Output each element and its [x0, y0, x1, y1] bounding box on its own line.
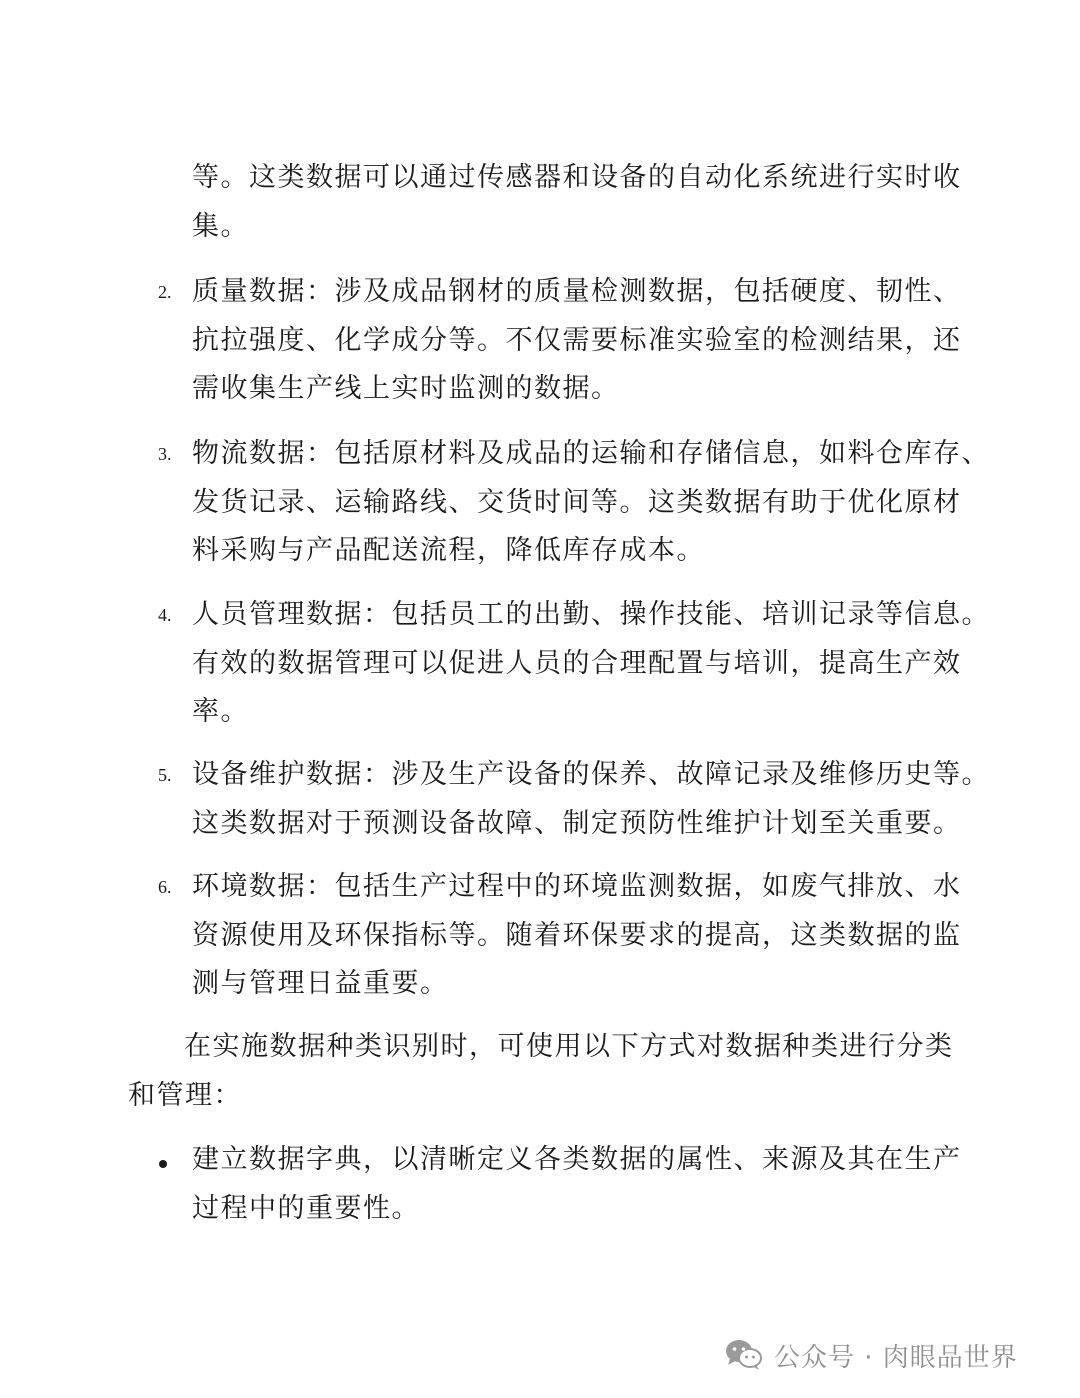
text-line: 这类数据对于预测设备故障、制定预防性维护计划至关重要。: [192, 807, 962, 839]
text-line: 环境数据：包括生产过程中的环境监测数据，如废气排放、水: [192, 871, 962, 902]
text-line: 需收集生产线上实时监测的数据。: [192, 373, 620, 404]
watermark-text: 公众号 · 肉眼品世界: [774, 1342, 1018, 1373]
list-number: 3.: [158, 444, 172, 464]
bullet-item-data-dictionary: [192, 1136, 962, 1233]
text-line: 过程中的重要性。: [192, 1192, 420, 1224]
text-line: 抗拉强度、化学成分等。不仅需要标准实验室的检测结果，还: [192, 324, 962, 356]
list-number: 5.: [158, 765, 172, 785]
list-number: 2.: [158, 282, 172, 302]
text-line: 质量数据：涉及成品钢材的质量检测数据，包括硬度、韧性、: [192, 276, 962, 307]
text-line: 率。: [192, 696, 249, 727]
text-line: 和管理：: [128, 1079, 242, 1111]
text-line: 集。: [192, 210, 249, 242]
text-line: 人员管理数据：包括员工的出勤、操作技能、培训记录等信息。: [192, 599, 990, 630]
text-line: 在实施数据种类识别时，可使用以下方式对数据种类进行分类: [184, 1031, 954, 1062]
text-line: 设备维护数据：涉及生产设备的保养、故障记录及维修历史等。: [192, 759, 990, 790]
list-item-logistics-data: [192, 430, 990, 576]
text-line: 有效的数据管理可以促进人员的合理配置与培训，提高生产效: [192, 647, 962, 679]
bullet-marker: [159, 1160, 167, 1168]
list-item-quality-data: [192, 268, 962, 414]
wechat-icon: [724, 1338, 764, 1372]
watermark: [724, 1333, 1018, 1377]
text-line: 等。这类数据可以通过传感器和设备的自动化系统进行实时收: [192, 162, 962, 193]
text-line: 建立数据字典，以清晰定义各类数据的属性、来源及其在生产: [192, 1144, 962, 1175]
text-line: 资源使用及环保指标等。随着环保要求的提高，这类数据的监: [192, 919, 962, 951]
body-paragraph: [128, 1023, 954, 1120]
text-line: 发货记录、运输路线、交货时间等。这类数据有助于优化原材: [192, 486, 962, 518]
list-item-personnel-data: [192, 591, 990, 737]
text-line: 料采购与产品配送流程，降低库存成本。: [192, 535, 705, 566]
list-number: 6.: [158, 877, 172, 897]
text-line: 测与管理日益重要。: [192, 968, 449, 999]
continuation-paragraph: [192, 154, 962, 251]
text-line: 物流数据：包括原材料及成品的运输和存储信息，如料仓库存、: [192, 438, 990, 469]
list-item-equipment-data: [192, 751, 990, 848]
list-number: 4.: [158, 605, 172, 625]
list-item-environment-data: [192, 863, 962, 1009]
